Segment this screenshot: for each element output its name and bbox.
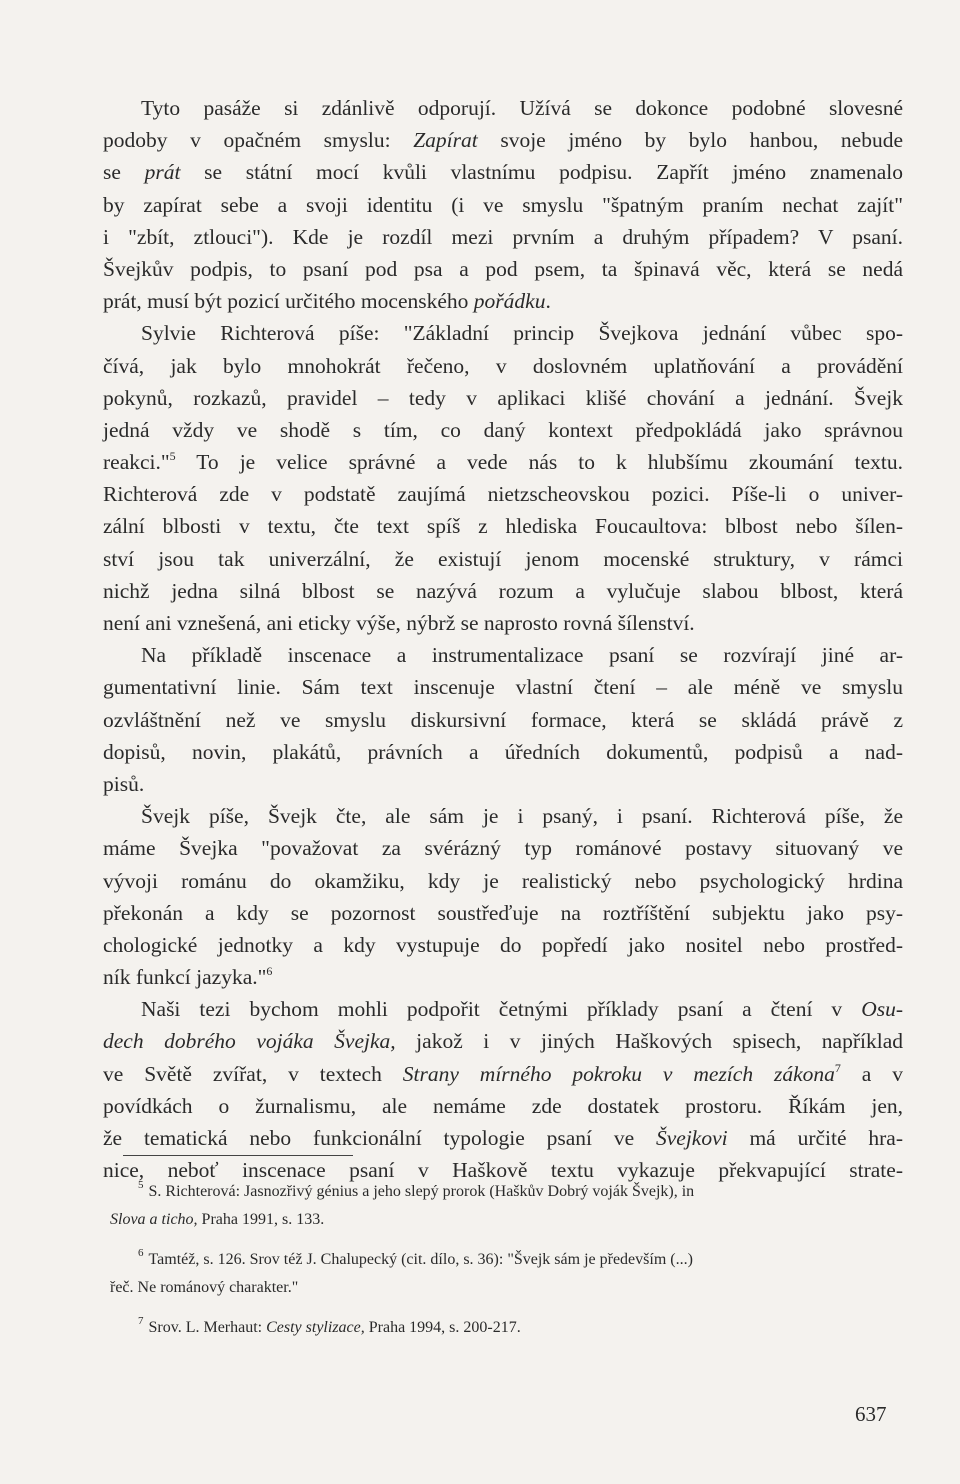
text: nice, neboť inscenace psaní v Haškově textu vykazuje překvapující strate-: [103, 1158, 903, 1183]
footnote-text: Praha 1991, s. 133.: [197, 1211, 325, 1228]
footnote-text: Srov. L. Merhaut:: [148, 1319, 267, 1336]
text-line: [103, 253, 903, 285]
text-line: [103, 317, 903, 349]
italic-text: Strany mírného pokroku v mezích zákona: [402, 1061, 835, 1086]
text: Na příkladě inscenace a instrumentalizace psaní se rozvírají jiné ar-: [141, 643, 903, 668]
footnote-ref: 7: [834, 1060, 841, 1075]
text-line: [103, 1090, 903, 1122]
text-line: [103, 671, 903, 703]
text: se: [103, 160, 145, 185]
text-line: [103, 575, 903, 607]
text: povídkách o žurnalismu, ale nemáme zde dostatek prostoru. Říkám jen,: [103, 1093, 903, 1118]
text: Sylvie Richterová píše: "Základní princip Švejkova jednání vůbec spo-: [141, 321, 903, 346]
italic-text: dech dobrého vojáka Švejka,: [103, 1029, 396, 1054]
page-number: 637: [855, 1402, 887, 1426]
text: ozvláštnění než ve smyslu diskursivní formace, která se skládá právě z: [103, 707, 903, 732]
text: překonán a kdy se pozornost soustřeďuje na roztříštění subjektu jako psy-: [103, 900, 903, 925]
italic-text: Švejkovi: [655, 1126, 728, 1150]
footnote-divider: [123, 1155, 353, 1156]
text: pokynů, rozkazů, pravidel – tedy v aplikaci klišé chování a jednání. Švejk: [103, 385, 903, 410]
footnote-number: 5: [138, 1179, 144, 1191]
text-line: [103, 189, 903, 221]
text: ník funkcí jazyka.": [103, 965, 267, 990]
footnote-italic: Cesty stylizace,: [266, 1319, 365, 1336]
text: gumentativní linie. Sám text inscenuje vlastní čtení – ale méně ve smyslu: [103, 675, 903, 700]
text: nichž jedna silná blbost se nazývá rozum a vylučuje slabou blbost, která: [103, 578, 903, 603]
text-line: prát, musí být pozicí určitého mocenského pořádku.: [103, 289, 551, 314]
footnote-text: Praha 1994, s. 200-217.: [364, 1319, 521, 1336]
footnote-number: 6: [138, 1247, 144, 1259]
text-line: [103, 1122, 903, 1154]
text-line: [103, 736, 903, 768]
text: chologické jednotky a kdy vystupuje do popředí jako nositel nebo prostřed-: [103, 932, 903, 957]
text-line: [103, 897, 903, 929]
text: jakož i v jiných Haškových spisech, například: [395, 1029, 903, 1054]
text: Naši tezi bychom mohli podpořit četnými příklady psaní a čtení v: [141, 997, 862, 1022]
footnote-5: [110, 1178, 900, 1234]
text: by zapírat sebe a svoji identitu (i ve smyslu "špatným praním nechat zajít": [103, 192, 903, 217]
footnote-text: Tamtéž, s. 126. Srov též J. Chalupecký (cit. dílo, s. 36): "Švejk sám je především (...): [148, 1251, 693, 1268]
footnotes: [110, 1178, 900, 1354]
text: Richterová zde v podstatě zaujímá nietzscheovskou pozici. Píše-li o univer-: [103, 482, 903, 507]
text-line: [103, 156, 903, 188]
text: dopisů, novin, plakátů, právních a úředních dokumentů, podpisů a nad-: [103, 739, 903, 764]
footnote-7: [110, 1314, 900, 1342]
italic-text: pořádku: [473, 289, 546, 314]
text-line: [103, 961, 903, 993]
text: Švejkův podpis, to psaní pod psa a pod psem, ta špinavá věc, která se nedá: [103, 256, 903, 281]
footnote-ref: 6: [266, 964, 273, 979]
text-line: [103, 639, 903, 671]
text: že tematická nebo funkcionální typologie psaní ve: [103, 1126, 656, 1150]
text: i "zbít, ztlouci"). Kde je rozdíl mezi prvním a druhým případem? V psaní.: [103, 224, 903, 249]
text-line: [103, 832, 903, 864]
text-line: [103, 929, 903, 961]
text: podoby v opačném smyslu:: [103, 128, 414, 153]
text: pisů.: [103, 771, 145, 796]
text-line: [103, 92, 903, 124]
footnote-text: řeč. Ne románový charakter.": [110, 1279, 299, 1296]
text-line: [103, 350, 903, 382]
text-line: [103, 1025, 903, 1057]
text-line: [103, 382, 903, 414]
body-text: [103, 92, 903, 1186]
text-line: [103, 221, 903, 253]
text: reakci.": [103, 450, 170, 475]
text: se státní mocí kvůli vlastnímu podpisu. Zapřít jméno znamenalo: [180, 160, 903, 185]
text: ve Světě zvířat, v textech: [103, 1061, 403, 1086]
text-line: [103, 510, 903, 542]
footnote-6: [110, 1246, 900, 1302]
text: ství jsou tak univerzální, že existují jenom mocenské struktury, v rámci: [103, 546, 903, 571]
text: jedná vždy ve shodě s tím, co daný kontext předpokládá jako správnou: [103, 417, 903, 442]
text-line: [103, 478, 903, 510]
text-line: [103, 865, 903, 897]
italic-text: Zapírat: [413, 128, 478, 153]
text: Švejk píše, Švejk čte, ale sám je i psaný, i psaní. Richterová píše, že: [141, 804, 903, 829]
text-line: [103, 768, 903, 800]
text-line: [103, 607, 903, 639]
italic-text: prát: [144, 160, 181, 185]
footnote-number: 7: [138, 1315, 144, 1327]
text-line: [103, 1058, 903, 1090]
text: prát, musí být pozicí určitého mocenského: [103, 289, 474, 314]
footnote-ref: 5: [169, 449, 176, 464]
text-line: [103, 993, 903, 1025]
text-line: [103, 414, 903, 446]
text: máme Švejka "považovat za svérázný typ románové postavy situovaný ve: [103, 836, 903, 861]
text: má určité hra-: [727, 1126, 903, 1150]
text: vývoji románu do okamžiku, kdy je realistický nebo psychologický hrdina: [103, 868, 903, 893]
text: svoje jméno by bylo hanbou, nebude: [477, 128, 903, 153]
text: a v: [840, 1061, 903, 1086]
text-line: [103, 543, 903, 575]
text: Tyto pasáže si zdánlivě odporují. Užívá se dokonce podobné slovesné: [141, 96, 903, 120]
italic-text: Osu-: [861, 997, 903, 1022]
text: není ani vznešená, ani eticky výše, nýbrž se naprosto rovná šílenství.: [103, 611, 695, 635]
text: čívá, jak bylo mnohokrát řečeno, v doslovném uplatňování a provádění: [103, 353, 903, 378]
text-line: [103, 446, 903, 478]
footnote-italic: Slova a ticho,: [110, 1211, 198, 1228]
text-line: [103, 124, 903, 156]
text: To je velice správné a vede nás to k hlubšímu zkoumání textu.: [175, 450, 903, 475]
footnote-text: S. Richterová: Jasnozřivý génius a jeho slepý prorok (Haškův Dobrý voják Švejk), in: [148, 1183, 695, 1200]
text-line: [103, 704, 903, 736]
text: zální blbosti v textu, čte text spíš z hlediska Foucaultova: blbost nebo šílen-: [103, 514, 903, 539]
text-line: [103, 800, 903, 832]
